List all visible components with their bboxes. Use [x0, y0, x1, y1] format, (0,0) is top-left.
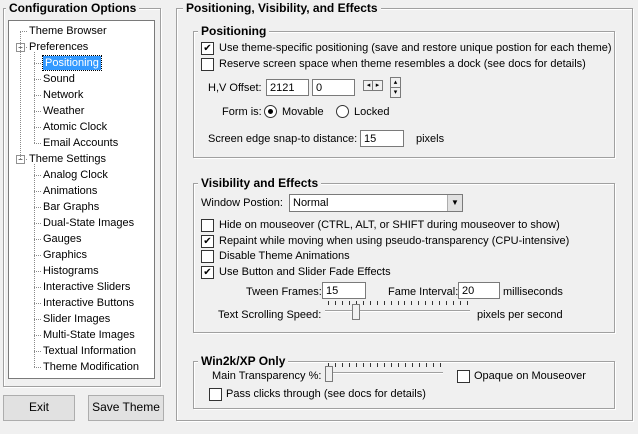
disable-animations-label: Disable Theme Animations — [219, 250, 350, 262]
use-theme-positioning-label: Use theme-specific positioning (save and restore unique postion for each theme) — [219, 42, 612, 54]
slider-tick — [467, 301, 468, 305]
slider-tick — [363, 301, 364, 305]
slider-tick — [426, 363, 427, 367]
slider-tick — [460, 301, 461, 305]
slider-track — [325, 310, 470, 312]
tree-item[interactable]: Graphics — [43, 249, 88, 261]
tree-item[interactable]: Slider Images — [43, 313, 111, 325]
use-fade-effects-checkbox[interactable]: ✔ — [201, 266, 214, 279]
hv-offset-label: H,V Offset: — [208, 82, 262, 94]
slider-tick — [405, 363, 406, 367]
window-position-label: Window Postion: — [201, 197, 283, 209]
form-is-label: Form is: — [222, 106, 262, 118]
tree-item[interactable]: Multi-State Images — [43, 329, 135, 341]
slider-tick — [342, 363, 343, 367]
tree-item[interactable]: Theme Modification — [43, 361, 139, 373]
tree-connector — [34, 351, 41, 352]
slider-tick — [349, 301, 350, 305]
slider-tick — [335, 301, 336, 305]
hide-on-mouseover-checkbox[interactable] — [201, 219, 214, 232]
tree-item[interactable]: Atomic Clock — [43, 121, 108, 133]
tree-connector — [34, 287, 41, 288]
v-offset-input[interactable]: 0 — [312, 79, 355, 96]
snap-distance-label: Screen edge snap-to distance: — [208, 133, 358, 145]
tree-connector — [34, 127, 41, 128]
slider-tick — [384, 363, 385, 367]
tree-item[interactable]: Bar Graphs — [43, 201, 100, 213]
tree-item[interactable]: Gauges — [43, 233, 82, 245]
pass-clicks-through-checkbox[interactable] — [209, 388, 222, 401]
slider-tick — [356, 363, 357, 367]
tree-connector — [34, 367, 41, 368]
slider-tick — [432, 301, 433, 305]
slider-tick — [411, 301, 412, 305]
repaint-while-moving-label: Repaint while moving when using pseudo-transparency (CPU-intensive) — [219, 235, 570, 247]
main-title: Positioning, Visibility, and Effects — [183, 1, 381, 15]
save-theme-button[interactable]: Save Theme — [88, 395, 164, 421]
slider-tick — [370, 363, 371, 367]
slider-tick — [363, 363, 364, 367]
use-theme-positioning-checkbox[interactable]: ✔ — [201, 42, 214, 55]
opaque-on-mouseover-label: Opaque on Mouseover — [474, 370, 586, 382]
tree-item[interactable]: Theme Settings — [29, 153, 107, 165]
tree-connector — [34, 319, 41, 320]
slider-tick — [391, 301, 392, 305]
tree-connector — [34, 63, 41, 64]
slider-tick — [349, 363, 350, 367]
use-fade-effects-label: Use Button and Slider Fade Effects — [219, 266, 391, 278]
tree-item[interactable]: Dual-State Images — [43, 217, 135, 229]
fame-interval-label: Fame Interval: — [388, 286, 459, 298]
config-tree[interactable] — [8, 20, 155, 379]
slider-tick — [391, 363, 392, 367]
tree-item[interactable]: Weather — [43, 105, 85, 117]
tree-connector — [34, 335, 41, 336]
config-options-title: Configuration Options — [6, 1, 139, 15]
tree-item[interactable]: Preferences — [29, 41, 89, 53]
slider-tick — [384, 301, 385, 305]
tree-connector — [34, 164, 35, 367]
h-offset-right-arrow[interactable]: ▸ — [372, 80, 383, 91]
slider-tick — [439, 301, 440, 305]
slider-tick — [453, 301, 454, 305]
disable-animations-checkbox[interactable] — [201, 250, 214, 263]
locked-radio[interactable] — [336, 105, 349, 118]
tree-item[interactable]: Interactive Buttons — [43, 297, 135, 309]
tree-connector — [20, 31, 21, 159]
tree-item[interactable]: Interactive Sliders — [43, 281, 131, 293]
fame-interval-input[interactable]: 20 — [458, 282, 500, 299]
movable-radio[interactable] — [264, 105, 277, 118]
locked-label: Locked — [354, 106, 390, 118]
slider-tick — [398, 363, 399, 367]
text-scrolling-unit: pixels per second — [477, 309, 563, 321]
tree-item[interactable]: Theme Browser — [29, 25, 107, 37]
collapse-icon[interactable]: − — [16, 43, 25, 52]
slider-thumb[interactable] — [352, 304, 360, 320]
v-offset-down-arrow[interactable]: ▾ — [390, 87, 401, 98]
tree-connector — [34, 111, 41, 112]
tree-item[interactable]: Sound — [43, 73, 75, 85]
movable-label: Movable — [282, 106, 324, 118]
window-position-select[interactable] — [289, 194, 463, 212]
tree-connector — [34, 95, 41, 96]
tree-item[interactable]: Histograms — [43, 265, 99, 277]
v-offset-up-arrow[interactable]: ▴ — [390, 77, 401, 88]
reserve-screen-space-checkbox[interactable] — [201, 58, 214, 71]
fame-interval-unit: milliseconds — [503, 286, 563, 298]
hide-on-mouseover-label: Hide on mouseover (CTRL, ALT, or SHIFT during mouseover to show) — [219, 219, 560, 231]
slider-tick — [328, 301, 329, 305]
tree-item[interactable]: Analog Clock — [43, 169, 108, 181]
positioning-title: Positioning — [198, 24, 269, 38]
tree-connector — [34, 191, 41, 192]
collapse-icon[interactable]: − — [16, 155, 25, 164]
slider-tick — [440, 363, 441, 367]
text-scrolling-label: Text Scrolling Speed: — [218, 309, 322, 321]
tree-connector — [34, 303, 41, 304]
tween-frames-label: Tween Frames: — [246, 286, 322, 298]
tree-connector — [34, 175, 41, 176]
tree-connector — [34, 271, 41, 272]
slider-thumb[interactable] — [325, 366, 333, 382]
slider-track — [325, 372, 443, 374]
win2k-title: Win2k/XP Only — [198, 354, 288, 368]
snap-distance-input[interactable]: 15 — [360, 130, 404, 147]
main-transparency-label: Main Transparency %: — [212, 370, 322, 382]
slider-tick — [377, 363, 378, 367]
h-offset-input[interactable]: 2121 — [266, 79, 309, 96]
window-position-value: Normal — [293, 197, 329, 209]
text-scrolling-slider[interactable] — [325, 302, 470, 324]
slider-tick — [446, 301, 447, 305]
tree-connector — [34, 143, 41, 144]
slider-tick — [412, 363, 413, 367]
tree-connector — [20, 31, 27, 32]
slider-tick — [425, 301, 426, 305]
tree-item[interactable]: Network — [43, 89, 84, 101]
tree-item[interactable]: Email Accounts — [43, 137, 119, 149]
slider-tick — [335, 363, 336, 367]
main-transparency-slider[interactable] — [325, 364, 443, 386]
tree-item[interactable]: Textual Information — [43, 345, 136, 357]
tree-item[interactable]: Animations — [43, 185, 98, 197]
tree-connector — [34, 223, 41, 224]
slider-tick — [370, 301, 371, 305]
tree-connector — [34, 255, 41, 256]
repaint-while-moving-checkbox[interactable]: ✔ — [201, 235, 214, 248]
tree-connector — [34, 207, 41, 208]
chevron-down-icon[interactable]: ▼ — [447, 195, 462, 211]
slider-tick — [418, 301, 419, 305]
slider-tick — [342, 301, 343, 305]
tween-frames-input[interactable]: 15 — [322, 282, 366, 299]
visibility-title: Visibility and Effects — [198, 176, 321, 190]
slider-tick — [433, 363, 434, 367]
slider-tick — [404, 301, 405, 305]
tree-connector — [34, 239, 41, 240]
exit-button[interactable]: Exit — [3, 395, 75, 421]
opaque-on-mouseover-checkbox[interactable] — [457, 370, 470, 383]
tree-item[interactable]: Positioning — [45, 57, 99, 69]
tree-connector — [34, 52, 35, 143]
slider-tick — [419, 363, 420, 367]
slider-tick — [377, 301, 378, 305]
tree-connector — [34, 79, 41, 80]
h-offset-left-arrow[interactable]: ◂ — [363, 80, 374, 91]
reserve-screen-space-label: Reserve screen space when theme resembles a dock (see docs for details) — [219, 58, 586, 70]
pass-clicks-through-label: Pass clicks through (see docs for details) — [226, 388, 426, 400]
slider-tick — [398, 301, 399, 305]
snap-distance-unit: pixels — [416, 133, 445, 145]
